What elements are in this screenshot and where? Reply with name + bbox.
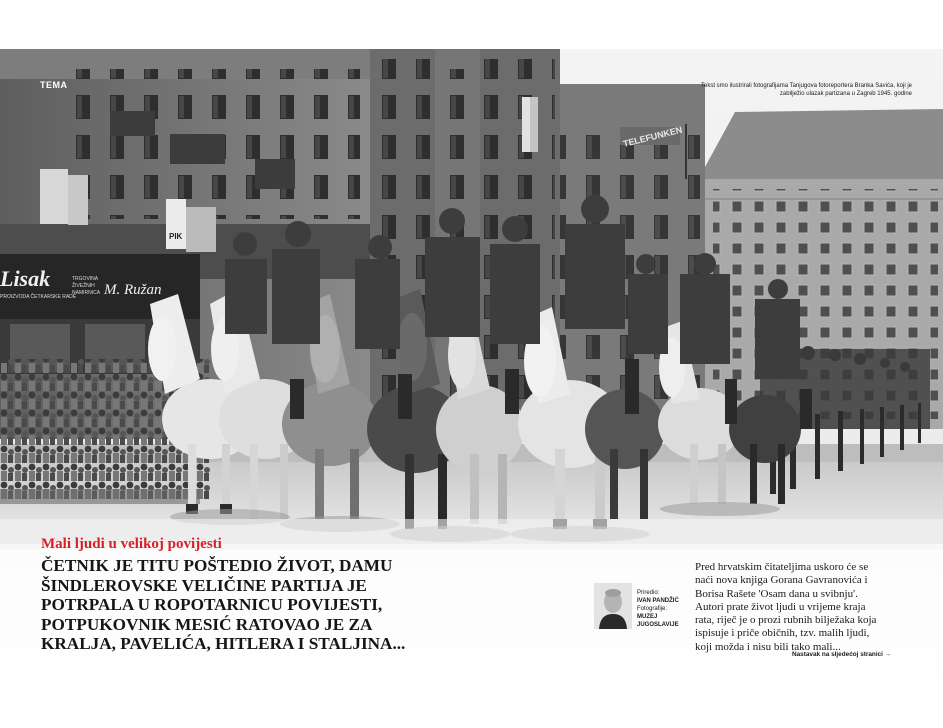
intro-text: Pred hrvatskim čitateljima uskoro će se naći nova knjiga Gorana Gavranovića i Borisa Rašete 'Osam dana u svibnju'. Autori prate život ljudi u vrijeme kraja rata, riječ je o prozi rubnih bilježaka koja ispisuje i priče običnih, tzv. malih ljudi, koji možda i nisu bili tako mali... xyxy=(695,561,877,653)
grocer-sign-line3: NAMIRNICA xyxy=(72,290,101,296)
author-portrait xyxy=(594,583,632,629)
shop-sub-text: PROIZVODA ČETKARSKE RADE xyxy=(0,294,77,300)
photo-caption: Tekst smo ilustrirali fotografijama Tanjugova fotoreportera Branka Savića, koji je zabilježio ulazak partizana u Zagreb 1945. godine xyxy=(701,83,912,97)
photos-label: Fotografije: xyxy=(637,606,668,612)
credits xyxy=(637,589,685,629)
prepared-label: Priredio: xyxy=(637,590,660,596)
prepared-by: IVAN PANDŽIĆ xyxy=(637,598,679,604)
roof-sign-text: TELEFUNKEN xyxy=(622,124,684,149)
shop-sign-text: Lisak xyxy=(0,266,51,291)
kicker: Mali ljudi u velikoj povijesti xyxy=(41,536,222,552)
poster-pik-text: PIK xyxy=(169,232,183,241)
headline: ČETNIK JE TITU POŠTEDIO ŽIVOT, DAMU ŠINDLEROVSKE VELIČINE PARTIJA JE POTRPALA U ROPOTARNICU POVIJESTI, POTPUKOVNIK MESIĆ RATOVAO JE ZA KRALJA, PAVELIĆA, HITLERA I STALJINA... xyxy=(41,556,406,653)
continued-link[interactable]: Nastavak na sljedećoj stranici → xyxy=(792,651,892,658)
grocer-sign-line2: ŽIVEŽNIH xyxy=(72,283,95,289)
grocer-sign-line1: TRGOVINA xyxy=(72,276,99,282)
photos-by: MUZEJ JUGOSLAVIJE xyxy=(637,614,679,628)
grocer-name-text: M. Ružan xyxy=(104,282,162,298)
section-tag: TEMA xyxy=(40,80,68,90)
